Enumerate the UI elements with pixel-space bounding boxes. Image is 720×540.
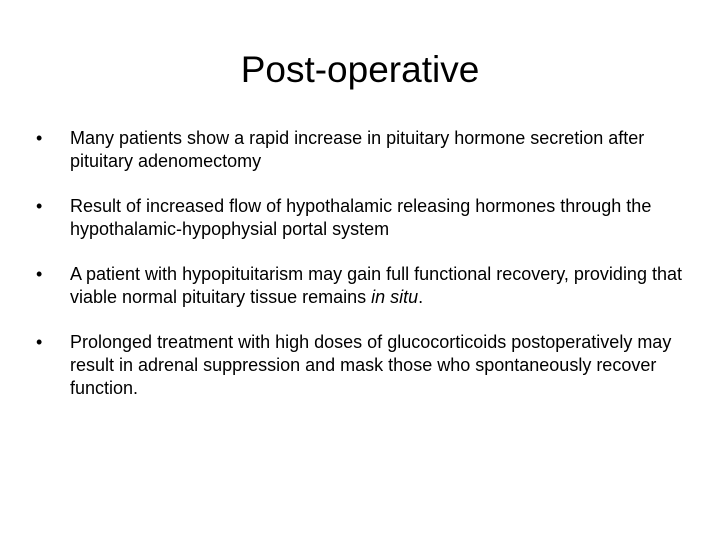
- bullet-dot: •: [36, 128, 43, 148]
- bullet-text: Prolonged treatment with high doses of glucocorticoids postoperatively may result in adrenal suppression and mask those who spontaneously recover function.: [70, 332, 672, 398]
- bullet-dot: •: [36, 264, 43, 284]
- bullet-dot: •: [36, 196, 43, 216]
- bullet-text: Many patients show a rapid increase in pituitary hormone secretion after pituitary adenomectomy: [70, 128, 645, 171]
- bullet-item: [36, 331, 686, 400]
- bullet-text: [70, 264, 682, 307]
- bullet-text-main: A patient with hypopituitarism may gain full functional recovery, providing that viable normal pituitary tissue remains: [70, 264, 682, 307]
- bullet-text-end: .: [418, 287, 424, 307]
- bullet-dot: •: [36, 332, 43, 352]
- bullet-text-italic: in situ: [371, 287, 419, 307]
- slide-title: Post-operative: [240, 49, 480, 90]
- bullet-item: [36, 195, 686, 241]
- bullet-item: [36, 263, 686, 309]
- bullet-item: [36, 127, 686, 173]
- bullet-text: Result of increased flow of hypothalamic releasing hormones through the hypothalamic-hypophysial portal system: [70, 196, 652, 239]
- bullet-list: [36, 127, 686, 422]
